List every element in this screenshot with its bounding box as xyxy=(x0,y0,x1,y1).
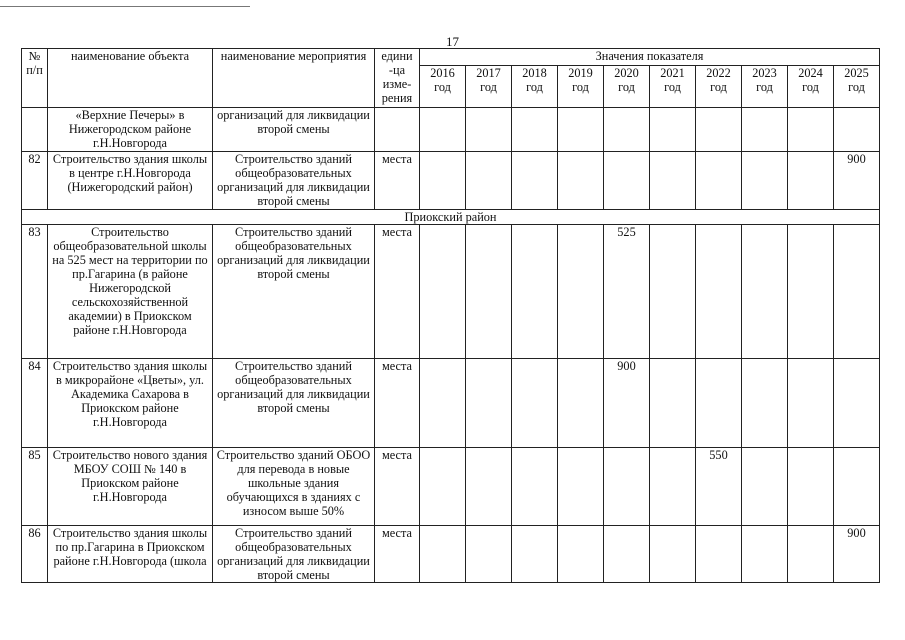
row-value xyxy=(834,225,880,359)
header-values-group: Значения показателя xyxy=(420,49,880,66)
row-value xyxy=(466,225,512,359)
row-value xyxy=(696,225,742,359)
row-unit: места xyxy=(375,152,420,210)
table-row xyxy=(22,225,880,359)
header-object: наименование объекта xyxy=(48,49,213,108)
header-year: 2020 год xyxy=(604,66,650,108)
row-num: 82 xyxy=(22,152,48,210)
row-object: Строительство здания школы в центре г.Н.Новгорода (Нижегородский район) xyxy=(48,152,213,210)
row-value xyxy=(742,448,788,526)
row-value xyxy=(512,152,558,210)
table-row xyxy=(22,359,880,448)
row-value xyxy=(788,526,834,583)
header-year: 2023 год xyxy=(742,66,788,108)
table-row xyxy=(22,526,880,583)
row-unit: места xyxy=(375,526,420,583)
header-year: 2018 год xyxy=(512,66,558,108)
row-value xyxy=(650,152,696,210)
row-object: Строительство нового здания МБОУ СОШ № 140 в Приокском районе г.Н.Новгорода xyxy=(48,448,213,526)
row-num: 86 xyxy=(22,526,48,583)
row-measure: организаций для ликвидации второй смены xyxy=(213,108,375,152)
header-year: 2022 год xyxy=(696,66,742,108)
row-value: 550 xyxy=(696,448,742,526)
row-value xyxy=(558,225,604,359)
row-value xyxy=(466,152,512,210)
row-num: 85 xyxy=(22,448,48,526)
row-value xyxy=(834,359,880,448)
row-num xyxy=(22,108,48,152)
header-year: 2019 год xyxy=(558,66,604,108)
row-unit: места xyxy=(375,225,420,359)
row-value xyxy=(466,359,512,448)
row-value xyxy=(558,152,604,210)
row-value xyxy=(558,359,604,448)
header-measure: наименование мероприятия xyxy=(213,49,375,108)
row-object: Строительство здания школы по пр.Гагарина в Приокском районе г.Н.Новгорода (школа xyxy=(48,526,213,583)
row-value xyxy=(512,108,558,152)
row-num: 84 xyxy=(22,359,48,448)
row-value xyxy=(512,225,558,359)
header-unit: едини -ца изме- рения xyxy=(375,49,420,108)
row-object: Строительство здания школы в микрорайоне «Цветы», ул. Академика Сахарова в Приокском районе г.Н.Новгорода xyxy=(48,359,213,448)
row-value xyxy=(558,526,604,583)
row-value: 525 xyxy=(604,225,650,359)
header-year: 2021 год xyxy=(650,66,696,108)
row-object: Строительство общеобразовательной школы на 525 мест на территории по пр.Гагарина (в районе Нижегородской сельскохозяйственной академии) в Приокском районе г.Н.Новгорода xyxy=(48,225,213,359)
row-value xyxy=(650,526,696,583)
corner-rule xyxy=(0,6,250,7)
row-value xyxy=(604,448,650,526)
row-value: 900 xyxy=(834,526,880,583)
row-value xyxy=(742,108,788,152)
row-value xyxy=(834,448,880,526)
row-value xyxy=(420,448,466,526)
row-value xyxy=(650,359,696,448)
row-value xyxy=(650,108,696,152)
row-measure: Строительство зданий ОБОО для перевода в новые школьные здания обучающихся в зданиях с износом выше 50% xyxy=(213,448,375,526)
row-value xyxy=(604,108,650,152)
row-value xyxy=(696,526,742,583)
row-value xyxy=(558,448,604,526)
row-value xyxy=(696,108,742,152)
row-value xyxy=(420,359,466,448)
row-num: 83 xyxy=(22,225,48,359)
row-measure: Строительство зданий общеобразовательных организаций для ликвидации второй смены xyxy=(213,152,375,210)
row-value xyxy=(788,108,834,152)
row-value xyxy=(788,225,834,359)
row-value xyxy=(742,359,788,448)
row-value xyxy=(650,225,696,359)
row-value xyxy=(742,526,788,583)
row-value: 900 xyxy=(834,152,880,210)
row-value xyxy=(420,526,466,583)
row-value xyxy=(742,225,788,359)
row-value xyxy=(420,108,466,152)
row-value: 900 xyxy=(604,359,650,448)
row-value xyxy=(696,359,742,448)
row-unit: места xyxy=(375,359,420,448)
row-value xyxy=(604,526,650,583)
header-num: № п/п xyxy=(22,49,48,108)
row-value xyxy=(512,526,558,583)
row-value xyxy=(466,108,512,152)
row-value xyxy=(650,448,696,526)
row-value xyxy=(788,359,834,448)
row-measure: Строительство зданий общеобразовательных организаций для ликвидации второй смены xyxy=(213,359,375,448)
row-value xyxy=(466,526,512,583)
header-year: 2016 год xyxy=(420,66,466,108)
row-value xyxy=(420,152,466,210)
indicator-table xyxy=(21,48,880,583)
row-unit: места xyxy=(375,448,420,526)
row-value xyxy=(558,108,604,152)
section-title: Приокский район xyxy=(22,210,880,225)
row-value xyxy=(604,152,650,210)
row-unit xyxy=(375,108,420,152)
row-value xyxy=(788,152,834,210)
row-measure: Строительство зданий общеобразовательных организаций для ликвидации второй смены xyxy=(213,225,375,359)
row-value xyxy=(512,359,558,448)
table-row xyxy=(22,448,880,526)
row-value xyxy=(466,448,512,526)
table-row xyxy=(22,152,880,210)
table-row xyxy=(22,108,880,152)
row-measure: Строительство зданий общеобразовательных организаций для ликвидации второй смены xyxy=(213,526,375,583)
header-year: 2025 год xyxy=(834,66,880,108)
row-value xyxy=(742,152,788,210)
row-object: «Верхние Печеры» в Нижегородском районе г.Н.Новгорода xyxy=(48,108,213,152)
header-year: 2017 год xyxy=(466,66,512,108)
row-value xyxy=(788,448,834,526)
page-number: 17 xyxy=(446,34,459,49)
row-value xyxy=(834,108,880,152)
header-year: 2024 год xyxy=(788,66,834,108)
row-value xyxy=(512,448,558,526)
section-row xyxy=(22,210,880,225)
row-value xyxy=(420,225,466,359)
row-value xyxy=(696,152,742,210)
